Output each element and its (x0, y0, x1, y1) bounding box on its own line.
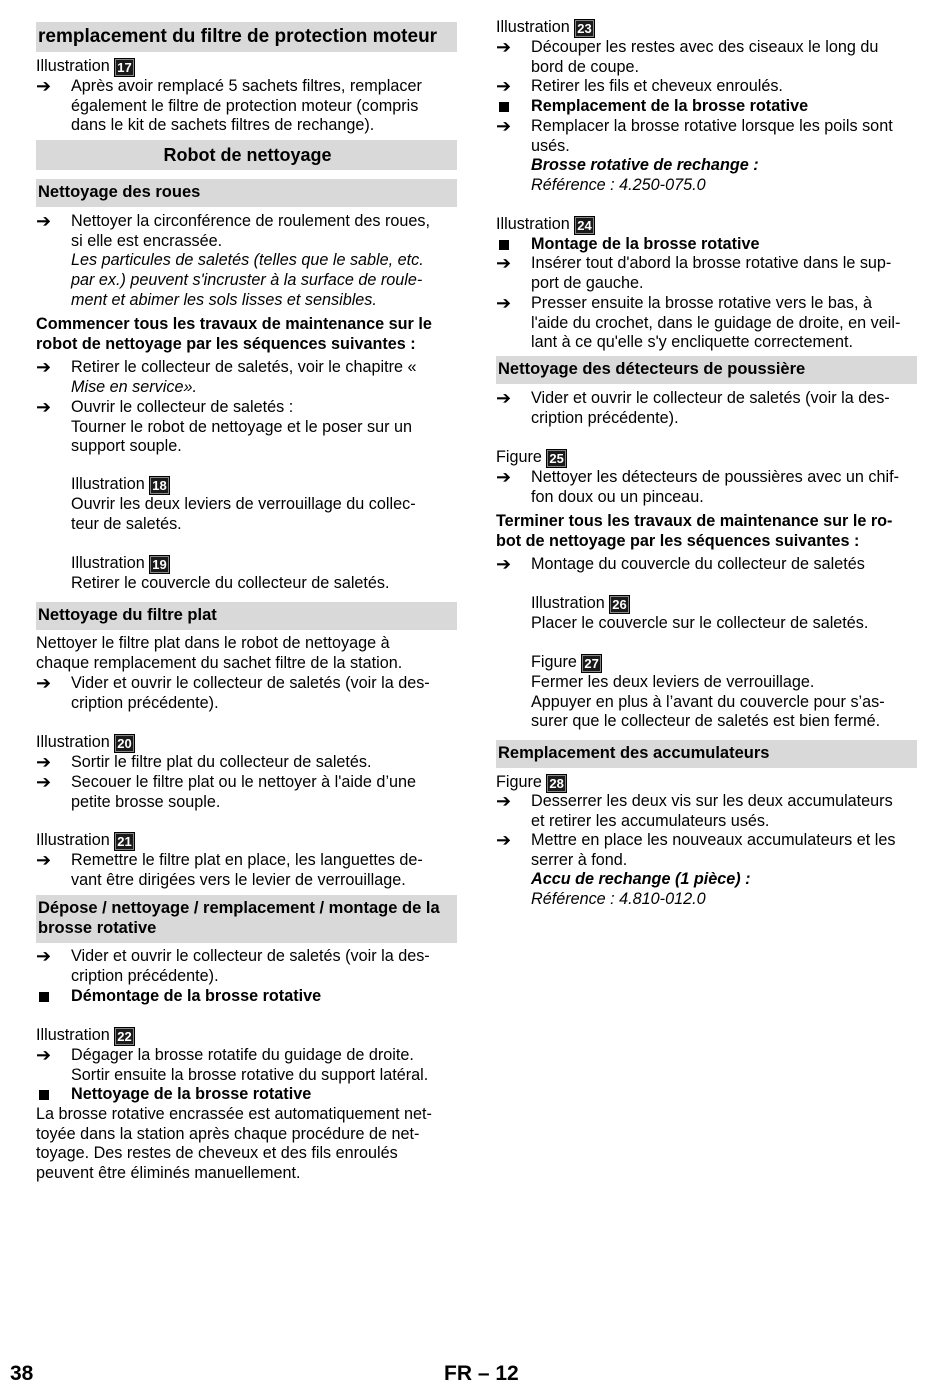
illustration-ref: Illustration 20 (36, 733, 135, 753)
arrow-icon: ➔ (36, 211, 52, 231)
arrow-icon: ➔ (496, 467, 512, 487)
subsection-heading-detecteurs: Nettoyage des détecteurs de poussière (496, 356, 917, 384)
arrow-icon: ➔ (496, 116, 512, 136)
text-block: Fermer les deux leviers de verrouillage. Appuyer en plus à l’avant du couvercle pour s’as- surer que le collecteur de saletés est bien fermé. (531, 673, 885, 731)
arrow-icon: ➔ (496, 253, 512, 273)
arrow-icon: ➔ (36, 772, 52, 792)
arrow-icon: ➔ (36, 850, 52, 870)
arrow-icon: ➔ (496, 791, 512, 811)
figure-ref: Figure 25 (496, 448, 567, 468)
arrow-icon: ➔ (36, 1045, 52, 1065)
figure-ref: Figure 28 (496, 773, 567, 793)
square-bullet-icon (499, 240, 509, 250)
text-block: La brosse rotative encrassée est automatiquement net- toyée dans la station après chaque procédure de net- toyage. Des restes de cheveux et des fils enroulés peuvent être éliminés manuellement. (36, 1105, 432, 1183)
arrow-icon: ➔ (36, 76, 52, 96)
arrow-icon: ➔ (496, 37, 512, 57)
illustration-ref: Illustration 17 (36, 57, 135, 77)
text-block: Ouvrir les deux leviers de verrouillage du collec- teur de saletés. (71, 495, 416, 533)
illustration-ref: Illustration 26 (531, 594, 630, 614)
page-number: 38 (10, 1362, 34, 1385)
subsection-heading-roues: Nettoyage des roues (36, 179, 457, 207)
illustration-ref: Illustration 18 (71, 475, 170, 495)
figure-number: 19 (149, 555, 169, 574)
figure-number: 23 (574, 19, 594, 38)
figure-ref: Figure 27 (531, 653, 602, 673)
section-heading-filter: remplacement du filtre de protection moteur (36, 22, 457, 52)
figure-number: 18 (149, 476, 169, 495)
subsection-heading-depose: Dépose / nettoyage / remplacement / montage de la brosse rotative (36, 895, 457, 943)
subsection-heading-plat: Nettoyage du filtre plat (36, 602, 457, 630)
square-bullet-icon (39, 992, 49, 1002)
subsection-heading-accumulateurs: Remplacement des accumulateurs (496, 740, 917, 768)
figure-number: 21 (114, 832, 134, 851)
square-bullet-icon (499, 102, 509, 112)
arrow-icon: ➔ (36, 357, 52, 377)
arrow-icon: ➔ (496, 76, 512, 96)
section-heading-robot: Robot de nettoyage (36, 140, 457, 170)
figure-number: 28 (546, 774, 566, 793)
arrow-icon: ➔ (36, 673, 52, 693)
arrow-icon: ➔ (496, 830, 512, 850)
figure-number: 26 (609, 595, 629, 614)
illustration-ref: Illustration 24 (496, 215, 595, 235)
figure-number: 20 (114, 734, 134, 753)
figure-number: 17 (114, 58, 134, 77)
figure-number: 24 (574, 216, 594, 235)
text-block: Nettoyer le filtre plat dans le robot de nettoyage à chaque remplacement du sachet filtre de la station. (36, 634, 403, 672)
illustration-ref: Illustration 23 (496, 18, 595, 38)
text-block: Placer le couvercle sur le collecteur de saletés. (531, 614, 869, 632)
bold-paragraph: Terminer tous les travaux de maintenance sur le ro- bot de nettoyage par les séquences suivantes : (496, 512, 893, 550)
bold-paragraph: Commencer tous les travaux de maintenance sur le robot de nettoyage par les séquences suivantes : (36, 315, 432, 353)
illustration-ref: Illustration 22 (36, 1026, 135, 1046)
arrow-icon: ➔ (36, 752, 52, 772)
figure-number: 25 (546, 449, 566, 468)
illustration-ref: Illustration 19 (71, 554, 170, 574)
text-block: Retirer le couvercle du collecteur de saletés. (71, 574, 390, 592)
figure-number: 27 (581, 654, 601, 673)
arrow-icon: ➔ (496, 388, 512, 408)
page-label: FR – 12 (444, 1362, 519, 1385)
arrow-icon: ➔ (36, 946, 52, 966)
arrow-icon: ➔ (496, 293, 512, 313)
illustration-ref: Illustration 21 (36, 831, 135, 851)
arrow-icon: ➔ (496, 554, 512, 574)
square-bullet-icon (39, 1090, 49, 1100)
figure-number: 22 (114, 1027, 134, 1046)
arrow-icon: ➔ (36, 397, 52, 417)
